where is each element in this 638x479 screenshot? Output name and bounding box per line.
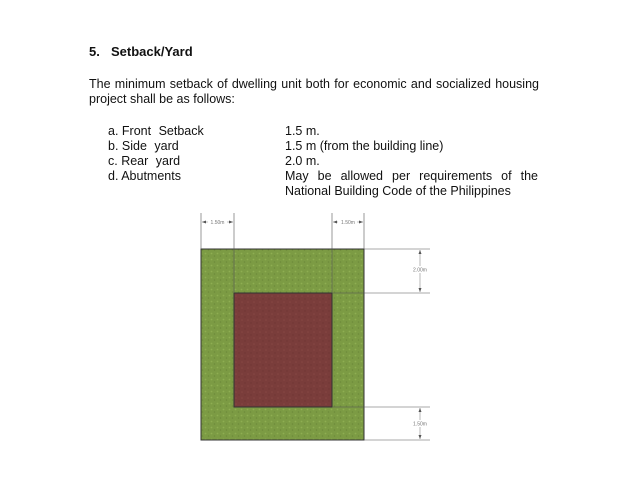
section-number: 5. — [89, 44, 100, 59]
dimension-label: 1.50m — [413, 421, 427, 428]
item-value: 1.5 m (from the building line) — [285, 139, 444, 153]
dimension-bottom-right — [409, 408, 431, 439]
item-label-sub: yard — [155, 154, 181, 168]
dimension-left — [202, 219, 233, 226]
dimension-label: 1.50m — [210, 220, 225, 226]
item-value: 1.5 m. — [285, 124, 320, 138]
dimension-label: 1.50m — [341, 220, 355, 226]
dimension-right — [333, 219, 363, 226]
dimension-top-right — [409, 250, 431, 292]
intro-paragraph: The minimum setback of dwelling unit both for economic and socialized housing project shall be as follows: — [89, 77, 539, 106]
building-footprint — [234, 293, 332, 407]
item-label-main: b. Side — [108, 139, 147, 153]
item-label-sub: Setback — [158, 124, 204, 138]
section-title: Setback/Yard — [111, 44, 193, 59]
item-label-main: d. Abutments — [108, 169, 181, 183]
item-value: 2.0 m. — [285, 154, 320, 168]
item-label-sub: yard — [154, 139, 179, 153]
item-label-main: a. Front — [108, 124, 152, 138]
item-label-main: c. Rear — [108, 154, 149, 168]
item-value: May be allowed per requirements of the National Building Code of the Philippines — [285, 169, 538, 198]
dimension-label: 2.00m — [413, 267, 427, 274]
